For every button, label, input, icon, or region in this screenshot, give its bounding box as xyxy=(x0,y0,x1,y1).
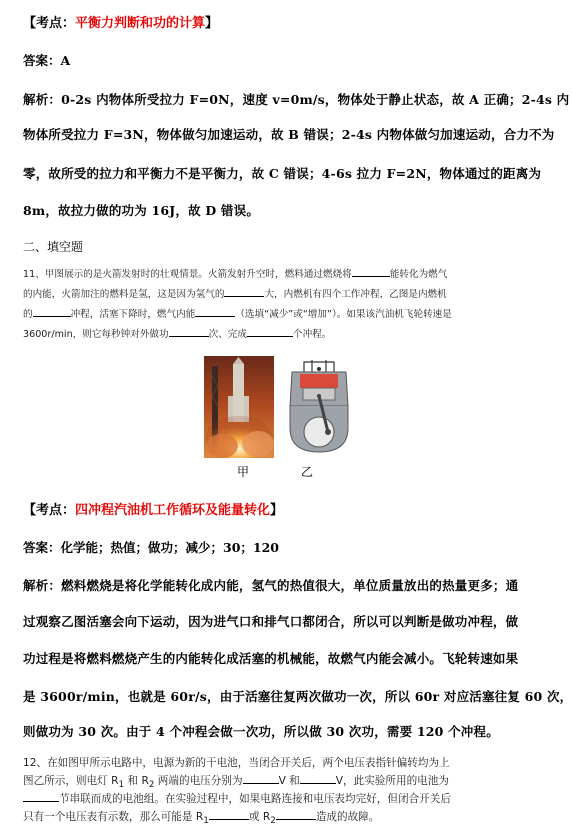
rocket-launch-photo xyxy=(204,356,274,458)
answer-1: 答案：A xyxy=(23,53,71,68)
explanation-2-line-1: 解析：燃料燃烧是将化学能转化成内能，氢气的热值很大，单位质量放出的热量更多；通 xyxy=(23,578,519,593)
q11-line-1: 11、甲图展示的是火箭发射时的壮观情景。火箭发射升空时，燃料通过燃烧将 能转化为燃气 xyxy=(23,266,554,280)
q11-line-3: 的 冲程，活塞下降时，燃气内能 （选填“减少”或“增加”）。如果该汽油机飞轮转速是 xyxy=(23,306,554,320)
blank xyxy=(209,809,249,820)
explanation-2-line-3: 功过程是将燃料燃烧产生的内能转化成活塞的机械能，故燃气内能会减小。飞轮转速如果 xyxy=(23,651,519,666)
explanation-1-line-2: 物体所受拉力 F=3N，物体做匀加速运动，故 B 错误；2-4s 内物体做匀加速运动，合力不为 xyxy=(23,127,555,142)
engine-power-stroke-diagram xyxy=(286,358,352,456)
blank xyxy=(243,773,279,784)
kaodian-topic-2: 四冲程汽油机工作循环及能量转化 xyxy=(75,503,271,518)
explanation-2-line-4: 是 3600r/min，也就是 60r/s，由于活塞往复两次做功一次，所以 60r 对应活塞往复 60 次， xyxy=(23,689,572,704)
kaodian-heading-2: 【考点：四冲程汽油机工作循环及能量转化】 xyxy=(23,503,284,518)
blank xyxy=(276,809,316,820)
blank xyxy=(224,286,264,297)
explanation-1-line-3: 零，故所受的拉力和平衡力不是平衡力，故 C 错误；4-6s 拉力 F=2N，物体通过的距离为 xyxy=(23,166,542,181)
explanation-2-line-5: 则做功为 30 次。由于 4 个冲程会做一次功，所以做 30 次功，需要 120 个冲程。 xyxy=(23,724,499,739)
figure-caption-yi: 乙 xyxy=(301,465,314,479)
kaodian-heading-1: 【考点：平衡力判断和功的计算】 xyxy=(23,16,219,31)
explanation-1-line-1: 解析：0-2s 内物体所受拉力 F=0N，速度 v=0m/s，物体处于静止状态，故 A 正确；2-4s 内 xyxy=(23,92,570,107)
blank xyxy=(300,773,336,784)
blank xyxy=(169,326,209,337)
q11-line-2: 的内能，火箭加注的燃料是氢，这是因为氢气的 大，内燃机有四个工作冲程，乙图是内燃机 xyxy=(23,286,554,300)
blank xyxy=(352,266,390,277)
q12-line-1: 12、在如图甲所示电路中，电源为新的干电池，当闭合开关后，两个电压表指针偏转均为上 xyxy=(23,757,450,769)
q11-line-4: 3600r/min，则它每秒钟对外做功 次、完成 个冲程。 xyxy=(23,326,554,340)
blank xyxy=(247,326,293,337)
q12-line-3: 节串联而成的电池组。在实验过程中，如果电路连接和电压表均完好，但闭合开关后 xyxy=(23,791,554,806)
blank xyxy=(33,306,71,317)
section-title: 二、填空题 xyxy=(23,240,84,254)
q12-line-2: 图乙所示，则电灯 $R_1$ 和 $R_2$ 两端的电压分别为 V 和 V，此实验所用的电池为 xyxy=(23,775,449,791)
figure-caption-jia: 甲 xyxy=(237,465,250,479)
q12-line-4: 只有一个电压表有示数，那么可能是 $R_1$ 或 $R_2$ 造成的故障。 xyxy=(23,811,380,827)
answer-2: 答案：化学能；热值；做功；减少；30；120 xyxy=(23,540,279,555)
explanation-1-line-4: 8m，故拉力做的功为 16J，故 D 错误。 xyxy=(23,203,260,218)
kaodian-topic-1: 平衡力判断和功的计算 xyxy=(75,16,206,31)
blank xyxy=(195,306,235,317)
explanation-2-line-2: 过观察乙图活塞会向下运动，因为进气口和排气口都闭合，所以可以判断是做功冲程，做 xyxy=(23,614,519,629)
blank xyxy=(23,791,59,802)
